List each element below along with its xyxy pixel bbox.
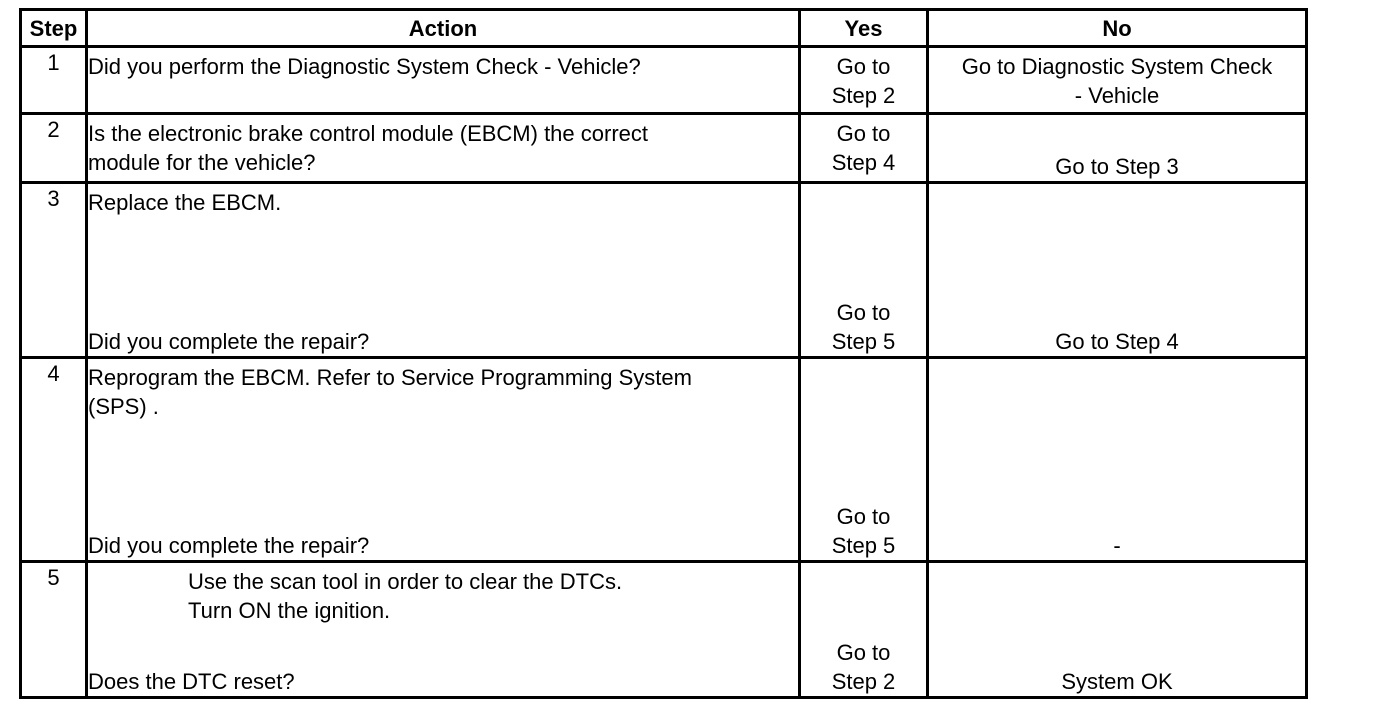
no-text-line: System OK	[1061, 669, 1173, 694]
no-text-line: Go to Step 4	[1055, 329, 1179, 355]
table-header-row	[21, 10, 1307, 47]
action-text-line: module for the vehicle?	[88, 150, 316, 176]
yes-text-line: Step 5	[831, 329, 896, 355]
no-cell	[928, 183, 1307, 358]
no-text-line: - Vehicle	[1074, 83, 1160, 108]
no-text-line: -	[1113, 532, 1121, 558]
action-text-line: Is the electronic brake control module (EBCM) the correct	[88, 121, 649, 147]
header-yes: Yes	[800, 10, 928, 47]
yes-text-line: Step 2	[831, 669, 896, 694]
action-text: Did you perform the Diagnostic System Check - Vehicle?	[88, 54, 641, 79]
step-number: 3	[21, 183, 87, 358]
yes-text-line: Go to	[836, 640, 891, 665]
yes-text-line: Go to	[836, 54, 891, 79]
action-instruction-line: Reprogram the EBCM. Refer to Service Programming System	[88, 365, 692, 391]
step-number: 5	[21, 561, 87, 697]
yes-cell	[800, 358, 928, 561]
action-cell	[87, 358, 800, 561]
step-number: 2	[21, 114, 87, 183]
yes-text-line: Go to	[836, 300, 891, 326]
table-row	[21, 358, 1307, 561]
action-instruction: Replace the EBCM.	[88, 190, 282, 216]
yes-text-line: Go to	[836, 503, 891, 529]
header-no: No	[928, 10, 1307, 47]
yes-cell	[800, 561, 928, 697]
action-question: Did you complete the repair?	[88, 532, 370, 558]
step-number: 4	[21, 358, 87, 561]
header-step: Step	[21, 10, 87, 47]
header-action: Action	[87, 10, 800, 47]
yes-text-line: Step 2	[831, 83, 896, 108]
action-cell	[87, 183, 800, 358]
diagnostic-table	[19, 8, 1308, 699]
yes-text-line: Go to	[836, 121, 891, 147]
action-instruction-line: Use the scan tool in order to clear the DTCs.	[188, 568, 623, 594]
action-cell	[87, 114, 800, 183]
no-cell	[928, 358, 1307, 561]
action-cell	[87, 47, 800, 114]
action-cell	[87, 561, 800, 697]
yes-cell	[800, 183, 928, 358]
no-cell	[928, 114, 1307, 183]
table-row	[21, 47, 1307, 114]
step-number: 1	[21, 47, 87, 114]
no-cell	[928, 561, 1307, 697]
action-instruction-line: Turn ON the ignition.	[188, 597, 391, 623]
action-question: Did you complete the repair?	[88, 329, 370, 355]
no-text-line: Go to Diagnostic System Check	[961, 54, 1273, 79]
action-instruction-line: (SPS) .	[88, 394, 159, 420]
yes-cell	[800, 47, 928, 114]
yes-cell	[800, 114, 928, 183]
no-cell	[928, 47, 1307, 114]
yes-text-line: Step 4	[831, 150, 896, 176]
yes-text-line: Step 5	[831, 532, 896, 558]
table-row	[21, 561, 1307, 697]
table-row	[21, 183, 1307, 358]
no-text-line: Go to Step 3	[1055, 154, 1179, 180]
action-question: Does the DTC reset?	[88, 669, 295, 694]
table-row	[21, 114, 1307, 183]
